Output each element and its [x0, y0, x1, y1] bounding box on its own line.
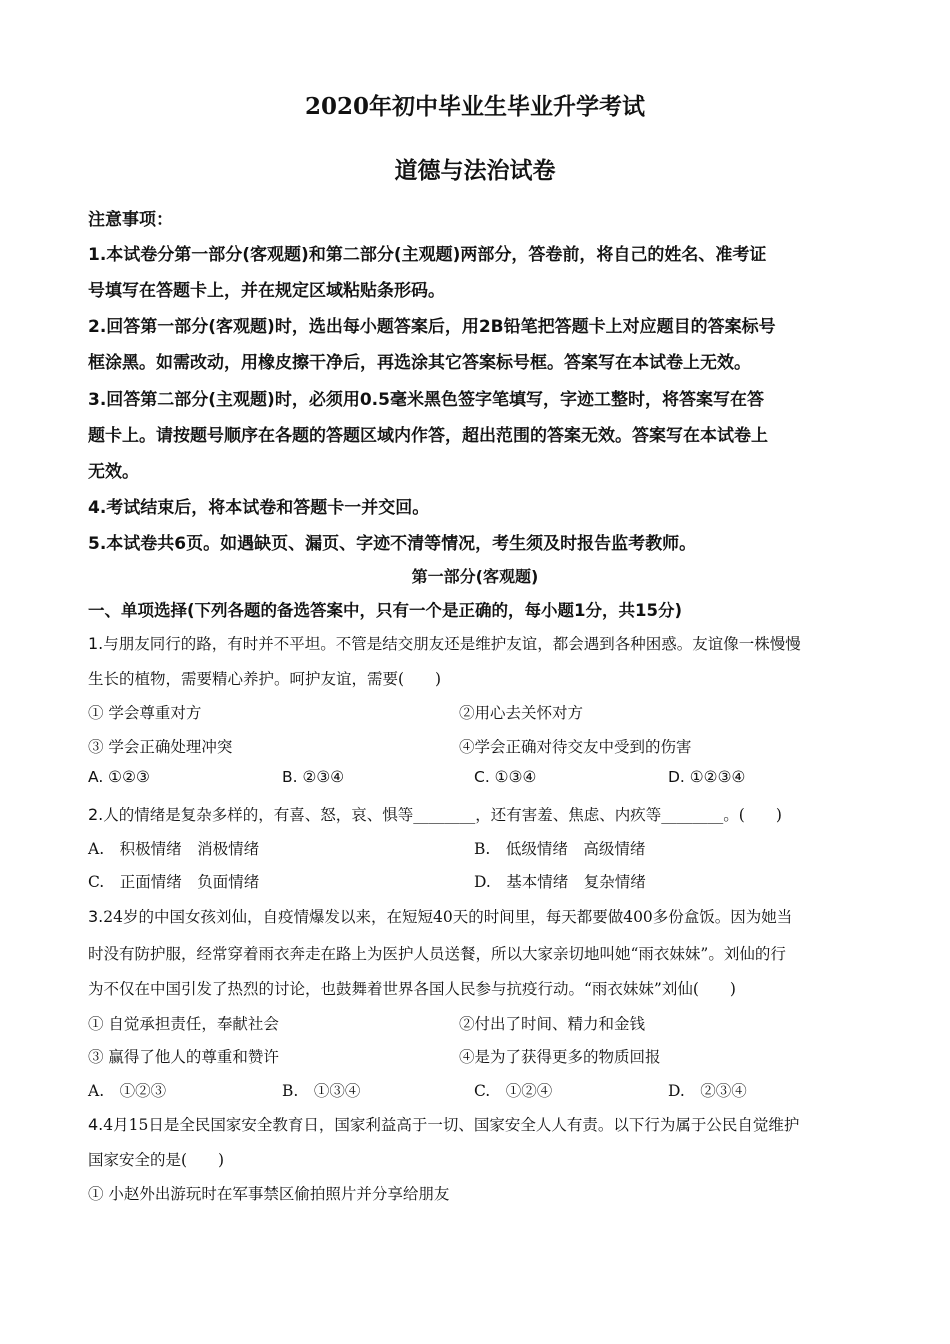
question-stem: 人的情绪是复杂多样的，有喜、怒，哀、惧等________，还有害羞、焦虑、内疚等________。( ) — [103, 806, 782, 824]
notes-line: 框涂黑。如需改动，用橡皮擦干净后，再选涂其它答案标号框。答案写在本试卷上无效。 — [88, 353, 751, 373]
statement-3: ③ 赢得了他人的尊重和赞许 — [88, 1048, 279, 1066]
question-3-text — [88, 905, 792, 927]
statement-4: ④学会正确对待交友中受到的伤害 — [459, 738, 692, 756]
statement-1: ① 小赵外出游玩时在军事禁区偷拍照片并分享给朋友 — [88, 1185, 450, 1203]
exam-title: 2020年初中毕业生毕业升学考试 — [304, 93, 645, 120]
statement-1: ① 学会尊重对方 — [88, 704, 202, 722]
choice-d: D. ①②③④ — [668, 768, 746, 786]
question-stem: 4月15日是全民国家安全教育日，国家利益高于一切、国家安全人人有责。以下行为属于公民自觉维护 — [103, 1116, 800, 1134]
question-stem: 与朋友同行的路，有时并不平坦。不管是结交朋友还是维护友谊，都会遇到各种困惑。友谊像一株慢慢 — [103, 635, 801, 653]
notes-line: 4.考试结束后，将本试卷和答题卡一并交回。 — [88, 498, 430, 518]
choice-d: D. 基本情绪 复杂情绪 — [474, 873, 646, 891]
section-heading: 一、单项选择(下列各题的备选答案中，只有一个是正确的，每小题1分，共15分) — [88, 601, 683, 620]
question-stem-continued: 时没有防护服，经常穿着雨衣奔走在路上为医护人员送餐，所以大家亲切地叫她“雨衣妹妹”。刘仙的行 — [88, 945, 786, 963]
notes-line: 1.本试卷分第一部分(客观题)和第二部分(主观题)两部分，答卷前，将自己的姓名、准考证 — [88, 245, 767, 265]
question-2-text — [88, 803, 782, 825]
choice-c: C. ①②④ — [474, 1082, 553, 1100]
question-1-text — [88, 632, 801, 654]
question-number: 2. — [88, 805, 104, 824]
question-number: 4. — [88, 1115, 104, 1134]
notes-line: 5.本试卷共6页。如遇缺页、漏页、字迹不清等情况，考生须及时报告监考教师。 — [88, 534, 697, 554]
part-title: 第一部分(客观题) — [411, 567, 539, 586]
statement-4: ④是为了获得更多的物质回报 — [459, 1048, 661, 1066]
question-stem: 24岁的中国女孩刘仙，自疫情爆发以来，在短短40天的时间里，每天都要做400多份盒饭。因为她当 — [103, 908, 793, 926]
question-stem-continued: 国家安全的是( ) — [88, 1151, 225, 1169]
choice-b: B. ①③④ — [282, 1082, 361, 1100]
exam-subject-title: 道德与法治试卷 — [394, 157, 556, 184]
choice-d: D. ②③④ — [668, 1082, 747, 1100]
question-number: 1. — [88, 634, 104, 653]
question-number: 3. — [88, 907, 104, 926]
notes-line: 题卡上。请按题号顺序在各题的答题区域内作答，超出范围的答案无效。答案写在本试卷上 — [88, 426, 768, 446]
choice-c: C. 正面情绪 负面情绪 — [88, 873, 260, 891]
question-stem-continued: 生长的植物，需要精心养护。呵护友谊，需要( ) — [88, 670, 442, 688]
question-stem-continued: 为不仅在中国引发了热烈的讨论，也鼓舞着世界各国人民参与抗疫行动。“雨衣妹妹”刘仙( ) — [88, 980, 736, 998]
statement-2: ②用心去关怀对方 — [459, 704, 584, 722]
notes-line: 2.回答第一部分(客观题)时，选出每小题答案后，用2B铅笔把答题卡上对应题目的答案标号 — [88, 317, 776, 337]
notes-line: 无效。 — [88, 462, 139, 482]
statement-3: ③ 学会正确处理冲突 — [88, 738, 233, 756]
choice-a: A. ①②③ — [88, 768, 150, 786]
question-4-text — [88, 1113, 799, 1135]
notes-line: 3.回答第二部分(主观题)时，必须用0.5毫米黑色签字笔填写，字迹工整时，将答案写在答 — [88, 390, 764, 410]
choice-c: C. ①③④ — [474, 768, 537, 786]
statement-1: ① 自觉承担责任，奉献社会 — [88, 1015, 279, 1033]
choice-b: B. ②③④ — [282, 768, 345, 786]
statement-2: ②付出了时间、精力和金钱 — [459, 1015, 646, 1033]
choice-a: A. 积极情绪 消极情绪 — [88, 840, 260, 858]
notes-line: 号填写在答题卡上，并在规定区域粘贴条形码。 — [88, 281, 445, 301]
notes-heading: 注意事项： — [88, 210, 173, 230]
choice-b: B. 低级情绪 高级情绪 — [474, 840, 646, 858]
choice-a: A. ①②③ — [88, 1082, 167, 1100]
